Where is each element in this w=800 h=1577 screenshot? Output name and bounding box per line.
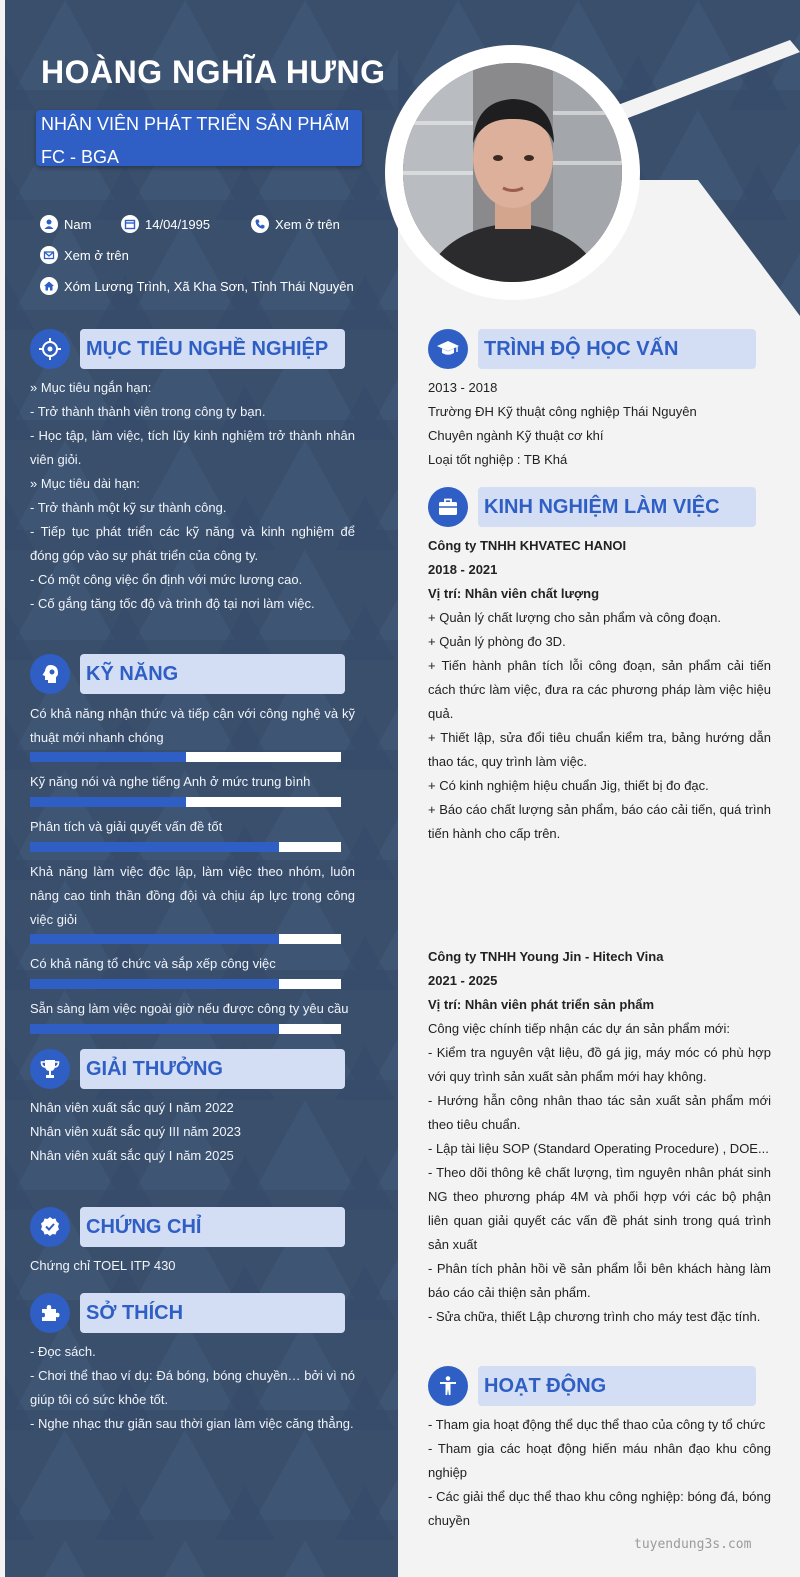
job-company: Công ty TNHH Young Jin - Hitech Vina: [428, 949, 664, 964]
objective-line: - Cố gắng tăng tốc độ và trình độ tại nơi làm việc.: [30, 596, 315, 611]
hobby-line: - Chơi thể thao ví dụ: Đá bóng, bóng chuyền… bởi vì nó giúp tôi có sức khỏe tốt.: [30, 1368, 355, 1407]
briefcase-icon: [428, 487, 468, 527]
job-period: 2021 - 2025: [428, 973, 498, 988]
objective-heading: MỤC TIÊU NGHỀ NGHIỆP: [80, 329, 345, 369]
skill-bar: [30, 934, 341, 944]
activity-line: - Tham gia hoạt động thể dục thể thao của công ty tổ chức: [428, 1417, 766, 1432]
education-period: 2013 - 2018: [428, 380, 498, 395]
calendar-icon: [121, 215, 139, 233]
objective-line: - Có một công việc ổn định với mức lương cao.: [30, 572, 303, 587]
home-icon: [40, 277, 58, 295]
email-info: [40, 246, 129, 264]
objective-line: » Mục tiêu dài hạn:: [30, 476, 140, 491]
job-line: + Có kinh nghiệm hiệu chuẩn Jig, thiết bị đo đạc.: [428, 778, 709, 793]
job-line: + Quản lý phòng đo 3D.: [428, 634, 566, 649]
job-title-line1: NHÂN VIÊN PHÁT TRIỂN SẢN PHẨM: [41, 114, 350, 134]
user-icon: [40, 215, 58, 233]
skill-label: Khả năng làm việc độc lập, làm việc theo nhóm, luôn nâng cao tinh thần đồng đội và chịu áp lực trong công việc giỏi: [30, 864, 355, 927]
badge-check-icon: [30, 1207, 70, 1247]
address-info: [40, 277, 354, 295]
skill-bar: [30, 752, 341, 762]
skill-label: Kỹ năng nói và nghe tiếng Anh ở mức trung bình: [30, 774, 311, 789]
award-line: Nhân viên xuất sắc quý III năm 2023: [30, 1124, 242, 1139]
certificates-heading: CHỨNG CHỈ: [80, 1207, 345, 1247]
email-value: Xem ở trên: [64, 247, 129, 263]
job-position: Vị trí: Nhân viên phát triển sản phẩm: [428, 997, 655, 1012]
objective-line: - Trở thành thành viên trong công ty bạn.: [30, 404, 266, 419]
skill-label: Có khả năng nhận thức và tiếp cận với công nghệ và kỹ thuật mới nhanh chóng: [30, 706, 355, 745]
hobbies-list: [30, 1340, 355, 1436]
gender-info: [40, 215, 91, 233]
skill-bar-fill: [30, 979, 279, 989]
job-title-line2: FC - BGA: [41, 147, 120, 167]
dob-value: 14/04/1995: [145, 216, 211, 232]
job-line: + Báo cáo chất lượng sản phẩm, báo cáo cải tiến, quá trình tiến hành cho cấp trên.: [428, 802, 771, 841]
activities-heading: HOẠT ĐỘNG: [478, 1366, 756, 1406]
job-line: Công việc chính tiếp nhận các dự án sản phẩm mới:: [428, 1021, 730, 1036]
skill-bar: [30, 842, 341, 852]
phone-icon: [251, 215, 269, 233]
awards-heading: GIẢI THƯỞNG: [80, 1049, 345, 1089]
objective-list: [30, 376, 355, 616]
skill-bar-fill: [30, 797, 186, 807]
skill-label: Có khả năng tổ chức và sắp xếp công việc: [30, 956, 276, 971]
activity-line: - Tham gia các hoạt động hiến máu nhân đạo khu công nghiệp: [428, 1441, 771, 1480]
dob-info: [121, 215, 210, 233]
education-school: Trường ĐH Kỹ thuật công nghiệp Thái Nguyên: [428, 404, 697, 419]
experience-heading: KINH NGHIỆM LÀM VIỆC: [478, 487, 756, 527]
skill-bar-fill: [30, 842, 279, 852]
job-line: - Kiểm tra nguyên vật liệu, đồ gá jig, máy móc có phù hợp với quy trình sản xuất sản phẩm mới hay không.: [428, 1045, 771, 1084]
person-icon: [428, 1366, 468, 1406]
education-heading: TRÌNH ĐỘ HỌC VẤN: [478, 329, 756, 369]
skill-bar-fill: [30, 752, 186, 762]
award-line: Nhân viên xuất sắc quý I năm 2025: [30, 1148, 234, 1163]
objective-line: » Mục tiêu ngắn hạn:: [30, 380, 152, 395]
activity-line: - Các giải thể dục thể thao khu công nghiệp: bóng đá, bóng chuyền: [428, 1489, 771, 1528]
target-icon: [30, 329, 70, 369]
education-major: Chuyên ngành Kỹ thuật cơ khí: [428, 428, 604, 443]
objective-line: - Tiếp tục phát triển các kỹ năng và kinh nghiệm để đóng góp vào sự phát triển của công ty.: [30, 524, 355, 563]
address-value: Xóm Lương Trình, Xã Kha Sơn, Tỉnh Thái Nguyên: [64, 278, 354, 294]
job-line: - Sửa chữa, thiết Lập chương trình cho máy test đặc tính.: [428, 1309, 761, 1324]
certificate-line: Chứng chỉ TOEL ITP 430: [30, 1258, 176, 1273]
profile-photo: [403, 63, 622, 282]
skill-label: Phân tích và giải quyết vấn đề tốt: [30, 819, 223, 834]
skill-bar: [30, 797, 341, 807]
trophy-icon: [30, 1049, 70, 1089]
gender-value: Nam: [64, 216, 92, 232]
job-line: - Theo dõi thông kê chất lượng, tìm nguyên nhân phát sinh NG theo phương pháp 4M và phối hợp với các bộ phận liên quan giải quyết các vấn đề phát sinh trong quá trình sản xuất: [428, 1165, 771, 1252]
awards-list: [30, 1096, 355, 1168]
skill-label: Sẵn sàng làm việc ngoài giờ nếu được công ty yêu cầu: [30, 1001, 349, 1016]
job-line: + Quản lý chất lượng cho sản phẩm và công đoạn.: [428, 610, 721, 625]
job-line: - Hướng hẫn công nhân thao tác sản xuất sản phẩm mới theo tiêu chuẩn.: [428, 1093, 771, 1132]
hobby-line: - Nghe nhạc thư giãn sau thời gian làm việc căng thẳng.: [30, 1416, 354, 1431]
job-entry: [428, 945, 771, 1329]
brain-head-icon: [30, 654, 70, 694]
skill-bar-fill: [30, 934, 279, 944]
watermark: tuyendung3s.com: [634, 1537, 752, 1552]
activities-list: [428, 1413, 771, 1533]
phone-value: Xem ở trên: [275, 216, 340, 232]
objective-line: - Trở thành một kỹ sư thành công.: [30, 500, 227, 515]
hobby-line: - Đọc sách.: [30, 1344, 96, 1359]
skill-bar: [30, 979, 341, 989]
education-details: [428, 376, 771, 472]
skill-bar-fill: [30, 1024, 279, 1034]
job-line: + Thiết lập, sửa đổi tiêu chuẩn kiểm tra, bảng hướng dẫn thao tác, quy trình làm việc.: [428, 730, 771, 769]
job-line: - Phân tích phản hồi về sản phẩm lỗi bên khách hàng làm báo cáo cải thiện sản phẩm.: [428, 1261, 771, 1300]
award-line: Nhân viên xuất sắc quý I năm 2022: [30, 1100, 234, 1115]
job-entry: [428, 534, 771, 846]
mail-icon: [40, 246, 58, 264]
job-position: Vị trí: Nhân viên chất lượng: [428, 586, 600, 601]
skills-heading: KỸ NĂNG: [80, 654, 345, 694]
job-line: + Tiến hành phân tích lỗi công đoạn, sản phẩm cải tiến cách thức làm việc, đưa ra các phương pháp làm việc hiệu quả.: [428, 658, 771, 721]
job-company: Công ty TNHH KHVATEC HANOI: [428, 538, 627, 553]
job-line: - Lập tài liệu SOP (Standard Operating Procedure) , DOE...: [428, 1141, 769, 1156]
job-period: 2018 - 2021: [428, 562, 498, 577]
objective-line: - Học tập, làm việc, tích lũy kinh nghiệm trở thành nhân viên giỏi.: [30, 428, 355, 467]
puzzle-icon: [30, 1293, 70, 1333]
skill-bar: [30, 1024, 341, 1034]
graduation-cap-icon: [428, 329, 468, 369]
candidate-name: HOÀNG NGHĨA HƯNG: [41, 54, 386, 90]
education-grade: Loại tốt nghiệp : TB Khá: [428, 452, 568, 467]
hobbies-heading: SỞ THÍCH: [80, 1293, 345, 1333]
phone-info: [251, 215, 340, 233]
